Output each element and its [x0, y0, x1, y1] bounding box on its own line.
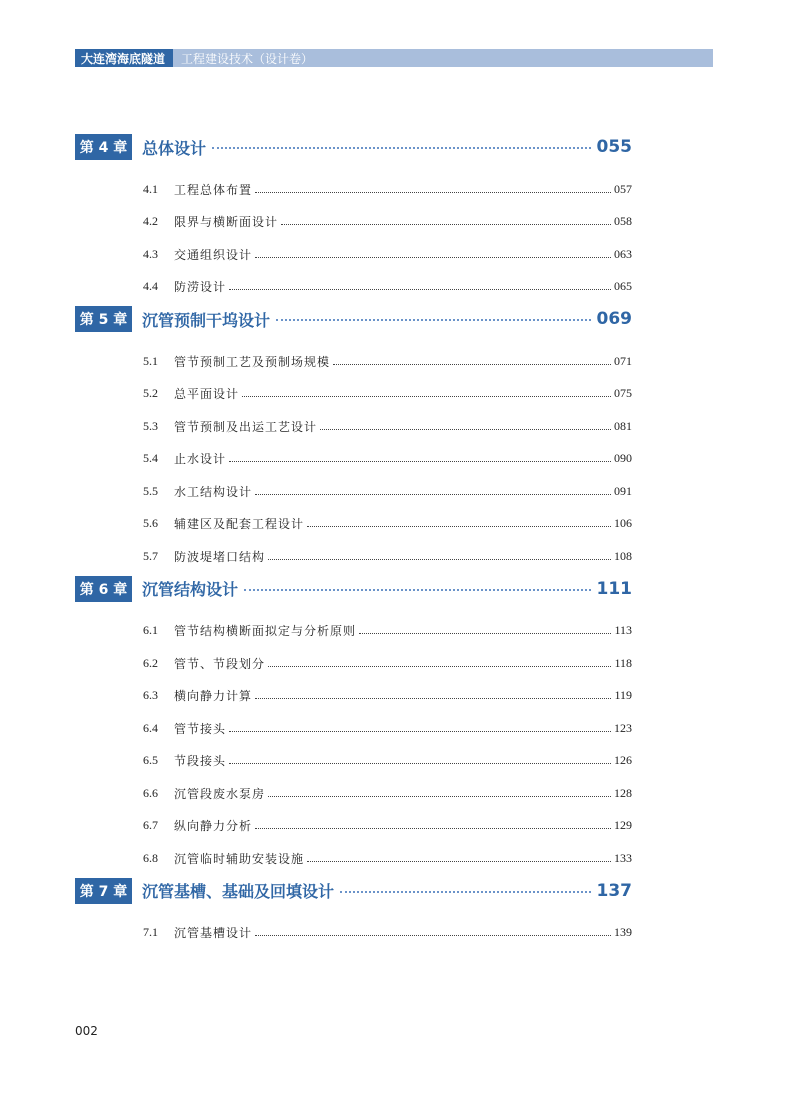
toc-entry[interactable]: [75, 810, 632, 843]
toc-entry[interactable]: [75, 475, 632, 508]
toc-entry[interactable]: [75, 647, 632, 680]
entry-title: 管节接头: [174, 721, 227, 736]
chapter-page: 069: [596, 309, 632, 329]
chapter-number-badge: 第 6 章: [75, 576, 132, 602]
chapter-page: 137: [596, 880, 632, 901]
entry-page: 057: [614, 181, 632, 196]
entry-page: 065: [614, 279, 632, 294]
entry-number: 6.1: [143, 623, 158, 638]
dot-leader: [255, 698, 611, 699]
dot-leader: [276, 319, 590, 321]
entry-title: 水工结构设计: [174, 484, 253, 499]
dot-leader: [255, 828, 611, 829]
chapter-page: 055: [596, 137, 632, 157]
book-subtitle: 工程建设技术（设计卷）: [181, 51, 314, 66]
entry-number: 4.1: [143, 181, 158, 196]
toc-entry[interactable]: [75, 378, 632, 411]
dot-leader: [268, 666, 611, 667]
toc-entry[interactable]: [75, 173, 632, 206]
toc-entry[interactable]: [75, 615, 632, 648]
entry-title: 止水设计: [174, 452, 227, 467]
chapter-number-badge: 第 5 章: [75, 306, 132, 332]
chapter-heading[interactable]: [75, 573, 632, 605]
entry-number: 5.6: [143, 516, 158, 531]
entry-title: 沉管临时辅助安装设施: [174, 851, 305, 866]
dot-leader: [268, 796, 611, 797]
dot-leader: [333, 364, 611, 365]
entry-page: 081: [614, 418, 632, 433]
entry-number: 5.7: [143, 548, 158, 563]
entry-title: 横向静力计算: [174, 689, 253, 704]
entry-number: 4.2: [143, 214, 158, 229]
entry-number: 5.5: [143, 483, 158, 498]
dot-leader: [244, 589, 590, 591]
entry-number: 6.8: [143, 850, 158, 865]
dot-leader: [229, 289, 611, 290]
entry-number: 5.3: [143, 418, 158, 433]
toc-entry[interactable]: [75, 842, 632, 875]
dot-leader: [255, 935, 611, 936]
entry-page: 133: [614, 850, 632, 865]
table-of-contents: [75, 131, 632, 949]
entry-title: 沉管基槽设计: [174, 926, 253, 941]
entry-title: 防涝设计: [174, 280, 227, 295]
entry-page: 139: [614, 925, 632, 940]
chapter-heading[interactable]: [75, 875, 632, 907]
dot-leader: [255, 257, 611, 258]
dot-leader: [340, 891, 590, 893]
entry-title: 管节结构横断面拟定与分析原则: [174, 624, 357, 639]
dot-leader: [281, 224, 611, 225]
entry-title: 辅建区及配套工程设计: [174, 517, 305, 532]
chapter-title: 沉管结构设计: [142, 580, 239, 599]
dot-leader: [255, 192, 611, 193]
entry-number: 4.4: [143, 279, 158, 294]
toc-entry[interactable]: [75, 777, 632, 810]
entry-page: 119: [614, 688, 632, 703]
entry-title: 纵向静力分析: [174, 819, 253, 834]
dot-leader: [229, 461, 611, 462]
entry-page: 123: [614, 720, 632, 735]
dot-leader: [242, 396, 611, 397]
entry-page: 128: [614, 785, 632, 800]
entry-number: 6.2: [143, 655, 158, 670]
entry-page: 118: [614, 655, 632, 670]
entry-title: 管节预制工艺及预制场规模: [174, 354, 331, 369]
entry-title: 总平面设计: [174, 387, 240, 402]
entry-page: 063: [614, 246, 632, 261]
entry-page: 129: [614, 818, 632, 833]
entry-page: 090: [614, 451, 632, 466]
book-title: 大连湾海底隧道: [75, 49, 173, 67]
dot-leader: [212, 147, 590, 149]
toc-entry[interactable]: [75, 271, 632, 304]
chapter-title: 总体设计: [142, 138, 207, 158]
entry-number: 6.6: [143, 785, 158, 800]
entry-page: 071: [614, 353, 632, 368]
entry-number: 5.1: [143, 353, 158, 368]
entry-title: 节段接头: [174, 754, 227, 769]
entry-page: 126: [614, 753, 632, 768]
dot-leader: [307, 861, 611, 862]
dot-leader: [255, 494, 611, 495]
entry-page: 075: [614, 386, 632, 401]
toc-entry[interactable]: [75, 712, 632, 745]
entry-page: 058: [614, 214, 632, 229]
dot-leader: [307, 526, 611, 527]
toc-entry[interactable]: [75, 745, 632, 778]
dot-leader: [359, 633, 611, 634]
toc-entry[interactable]: [75, 680, 632, 713]
entry-title: 工程总体布置: [174, 182, 253, 197]
entry-page: 113: [614, 623, 632, 638]
entry-title: 限界与横断面设计: [174, 215, 279, 230]
entry-number: 7.1: [143, 925, 158, 940]
running-header: [75, 49, 713, 67]
chapter-heading[interactable]: [75, 131, 632, 163]
toc-entry[interactable]: [75, 206, 632, 239]
chapter-heading[interactable]: [75, 303, 632, 335]
chapter-title: 沉管预制干坞设计: [142, 310, 271, 330]
toc-entry[interactable]: [75, 345, 632, 378]
chapter-page: 111: [596, 578, 632, 599]
entry-title: 交通组织设计: [174, 247, 253, 262]
entry-title: 管节预制及出运工艺设计: [174, 419, 318, 434]
toc-entry[interactable]: [75, 238, 632, 271]
toc-entry[interactable]: [75, 443, 632, 476]
toc-entry[interactable]: [75, 917, 632, 950]
entry-number: 6.7: [143, 818, 158, 833]
entry-number: 5.4: [143, 451, 158, 466]
dot-leader: [268, 559, 611, 560]
entry-title: 管节、节段划分: [174, 656, 266, 671]
page-number: 002: [75, 1024, 98, 1038]
entry-number: 5.2: [143, 386, 158, 401]
entry-title: 沉管段废水泵房: [174, 786, 266, 801]
toc-entry[interactable]: [75, 508, 632, 541]
entry-number: 4.3: [143, 246, 158, 261]
entry-number: 6.3: [143, 688, 158, 703]
chapter-number-badge: 第 7 章: [75, 878, 132, 904]
toc-entry[interactable]: [75, 540, 632, 573]
entry-number: 6.5: [143, 753, 158, 768]
chapter-number-badge: 第 4 章: [75, 134, 132, 160]
chapter-title: 沉管基槽、基础及回填设计: [142, 882, 335, 901]
entry-page: 106: [614, 516, 632, 531]
entry-title: 防波堤堵口结构: [174, 549, 266, 564]
entry-number: 6.4: [143, 720, 158, 735]
dot-leader: [320, 429, 611, 430]
dot-leader: [229, 763, 611, 764]
entry-page: 108: [614, 548, 632, 563]
entry-page: 091: [614, 483, 632, 498]
dot-leader: [229, 731, 611, 732]
toc-entry[interactable]: [75, 410, 632, 443]
